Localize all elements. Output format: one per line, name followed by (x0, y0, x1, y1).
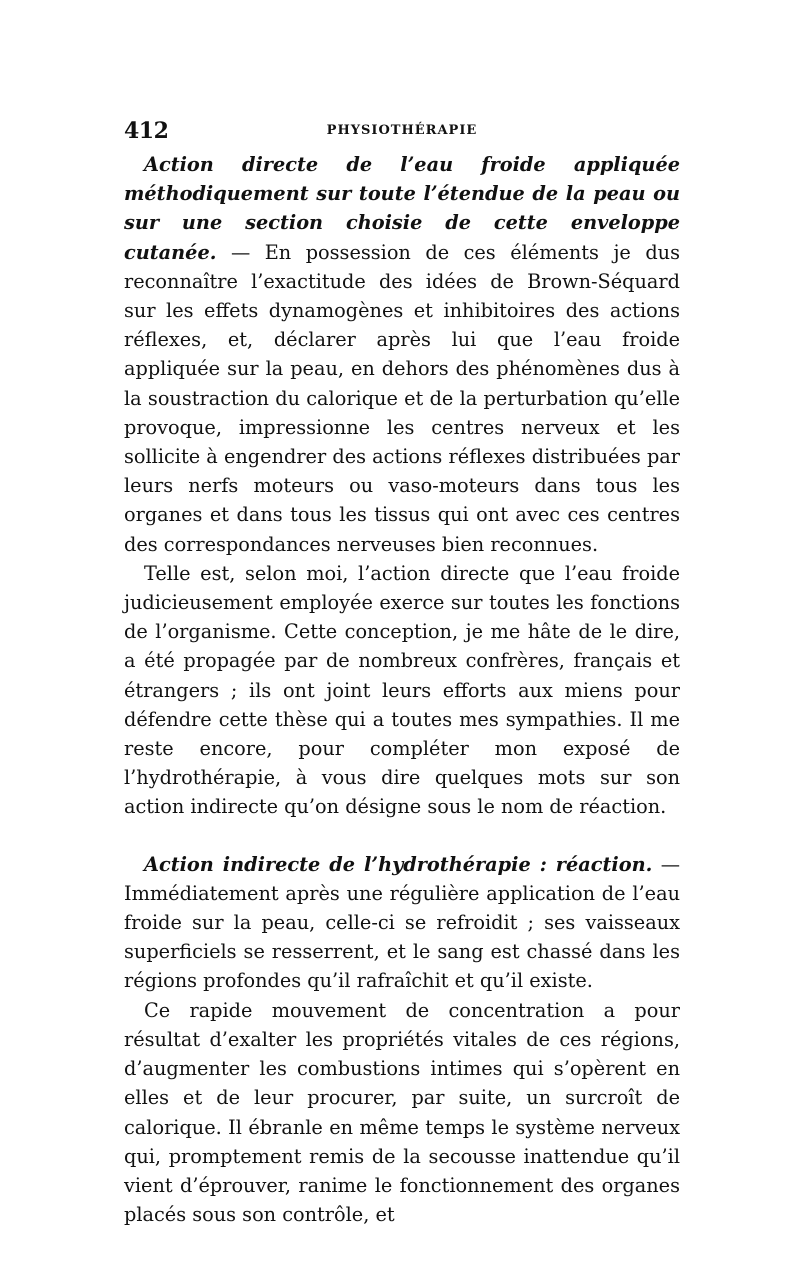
running-head: PHYSIOTHÉRAPIE (326, 123, 478, 138)
paragraph-text: — Immédiatement après une régulière application de l’eau froide sur la peau, celle-ci se refroidit ; ses vaisseaux superficiels se resserrent, et le sang est chassé dans les régions profondes qu’il rafraîchit et qu’il existe. (124, 852, 680, 993)
body-text (124, 150, 680, 1229)
paragraph-text: — En possession de ces éléments je dus reconnaître l’exactitude des idées de Brown-Séquard sur les effets dynamogènes et inhibitoires des actions réflexes, et, déclarer après lui que l’eau froide appliquée sur la peau, en dehors des phénomènes dus à la soustraction du calorique et de la perturbation qu’elle provoque, impressionne les centres nerveux et les sollicite à engendrer des actions réflexes distribuées par leurs nerfs moteurs ou vaso-moteurs dans tous les organes et dans tous les tissus qui ont avec ces centres des correspondances nerveuses bien reconnues. (124, 240, 680, 556)
section-heading-action-directe: Action directe de l’eau froide appliquée méthodiquement sur toute l’étendue de la peau ou sur une section choisie de cette enveloppe cutanée. (124, 153, 680, 264)
section-heading-action-indirecte: Action indirecte de l’hydrothérapie : réaction. (144, 852, 653, 876)
page-header (124, 118, 680, 146)
paragraph-1 (124, 150, 680, 559)
paragraph-text: Telle est, selon moi, l’action directe que l’eau froide judicieusement employée exerce sur toutes les fonctions de l’organisme. Cette conception, je me hâte de le dire, a été propagée par de nombreux confrères, français et étrangers ; ils ont joint leurs efforts aux miens pour défendre cette thèse qui a toutes mes sympathies. Il me reste encore, pour compléter mon exposé de l’hydrothérapie, à vous dire quelques mots sur son action indirecte qu’on désigne sous le nom de réaction. (124, 561, 680, 819)
page-number: 412 (124, 118, 169, 144)
paragraph-2 (124, 559, 680, 822)
paragraph-text: Ce rapide mouvement de concentration a pour résultat d’exalter les propriétés vitales de ces régions, d’augmenter les combustions intimes qui s’opèrent en elles et de leur procurer, par suite, un surcroît de calorique. Il ébranle en même temps le système nerveux qui, promptement remis de la secousse inattendue qu’il vient d’éprouver, ranime le fonctionnement des organes placés sous son contrôle, et (124, 998, 680, 1227)
paragraph-3 (124, 850, 680, 996)
paragraph-4 (124, 996, 680, 1230)
